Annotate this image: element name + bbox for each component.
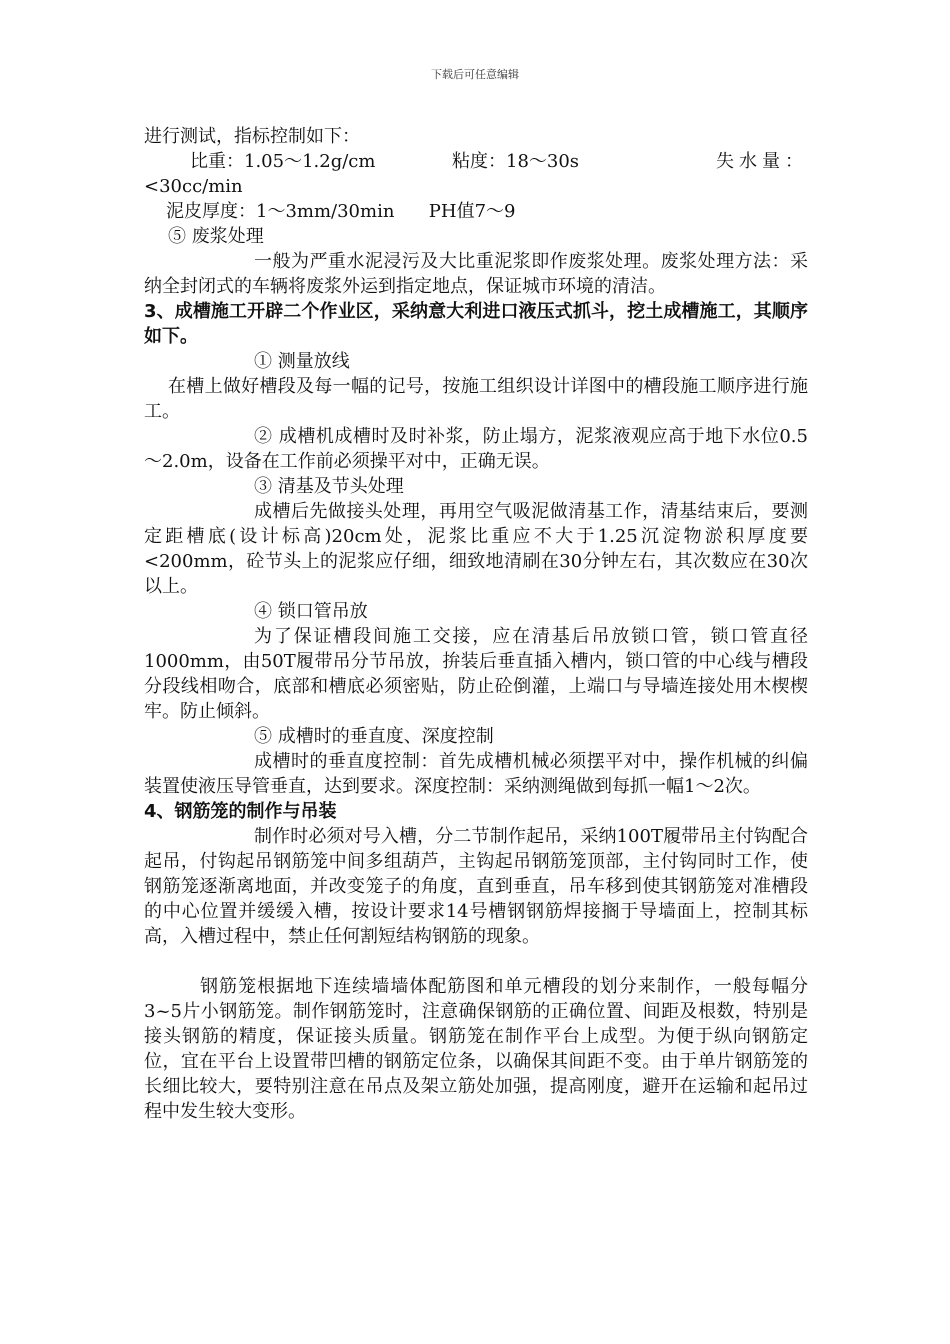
heading-section-3: 3、成槽施工开辟二个作业区，采纳意大利进口液压式抓斗，挖土成槽施工，其顺序如下。 xyxy=(144,301,808,347)
item-survey: ① 测量放线 xyxy=(254,351,350,372)
mud-parameters-row xyxy=(144,149,808,174)
param-density: 比重：1.05～1.2g/cm xyxy=(190,151,376,172)
param-water-loss: 失水量： xyxy=(716,151,808,172)
paragraph-cleaning: 成槽后先做接头处理，再用空气吸泥做清基工作，清基结束后，要测定距槽底(设计标高)20cm处，泥浆比重应不大于1.25沉淀物淤积厚度要<200mm，砼节头上的泥浆应仔细，细致地清刷在30分钟左右，其次数应在30次以上。 xyxy=(144,501,808,597)
paragraph-waste-treatment: 一般为严重水泥浸污及大比重泥浆即作废浆处理。废浆处理方法：采纳全封闭式的车辆将废浆外运到指定地点，保证城市环境的清洁。 xyxy=(144,251,808,297)
paragraph-test-intro: 进行测试，指标控制如下： xyxy=(144,126,360,147)
item-verticality: ⑤ 成槽时的垂直度、深度控制 xyxy=(254,726,494,747)
paragraph-survey: 在槽上做好槽段及每一幅的记号，按施工组织设计详图中的槽段施工顺序进行施工。 xyxy=(144,376,808,422)
paragraph-lock-pipe: 为了保证槽段间施工交接，应在清基后吊放锁口管，锁口管直径1000mm，由50T履带吊分节吊放，拚装后垂直插入槽内，锁口管的中心线与槽段分段线相吻合，底部和槽底必须密贴，防止砼倒灌，上端口与导墙连接处用木楔楔牢。防止倾斜。 xyxy=(144,626,808,722)
param-water-loss-value: <30cc/min xyxy=(144,176,243,197)
param-mud-cake-ph: 泥皮厚度：1～3mm/30min PH值7～9 xyxy=(166,201,516,222)
page-header: 下载后可任意编辑 xyxy=(431,68,519,81)
paragraph-gap xyxy=(144,949,808,974)
heading-section-4: 4、钢筋笼的制作与吊装 xyxy=(144,801,337,822)
document-body xyxy=(144,124,808,1124)
paragraph-grooving: ② 成槽机成槽时及时补浆，防止塌方，泥浆液观应高于地下水位0.5～2.0m，设备在工作前必须操平对中，正确无误。 xyxy=(144,426,808,472)
param-viscosity: 粘度：18～30s xyxy=(452,151,580,172)
paragraph-cage-fabrication: 钢筋笼根据地下连续墙墙体配筋图和单元槽段的划分来制作，一般每幅分3~5片小钢筋笼。制作钢筋笼时，注意确保钢筋的正确位置、间距及根数，特别是接头钢筋的精度，保证接头质量。钢筋笼在制作平台上成型。为便于纵向钢筋定位，宜在平台上设置带凹槽的钢筋定位条，以确保其间距不变。由于单片钢筋笼的长细比较大，要特别注意在吊点及架立筋处加强，提高刚度，避开在运输和起吊过程中发生较大变形。 xyxy=(144,976,808,1122)
item-waste-treatment: ⑤ 废浆处理 xyxy=(168,226,264,247)
paragraph-cage-lifting: 制作时必须对号入槽，分二节制作起吊，采纳100T履带吊主付钩配合起吊，付钩起吊钢筋笼中间多组葫芦，主钩起吊钢筋笼顶部，主付钩同时工作，使钢筋笼逐渐离地面，并改变笼子的角度，直到垂直，吊车移到使其钢筋笼对准槽段的中心位置并缓缓入槽，按设计要求14号槽钢钢筋焊接搁于导墙面上，控制其标高，入槽过程中，禁止任何割短结构钢筋的现象。 xyxy=(144,826,808,947)
item-cleaning: ③ 清基及节头处理 xyxy=(254,476,404,497)
paragraph-verticality: 成槽时的垂直度控制：首先成槽机械必须摆平对中，操作机械的纠偏装置使液压导管垂直，达到要求。深度控制：采纳测绳做到每抓一幅1～2次。 xyxy=(144,751,808,797)
item-lock-pipe: ④ 锁口管吊放 xyxy=(254,601,368,622)
